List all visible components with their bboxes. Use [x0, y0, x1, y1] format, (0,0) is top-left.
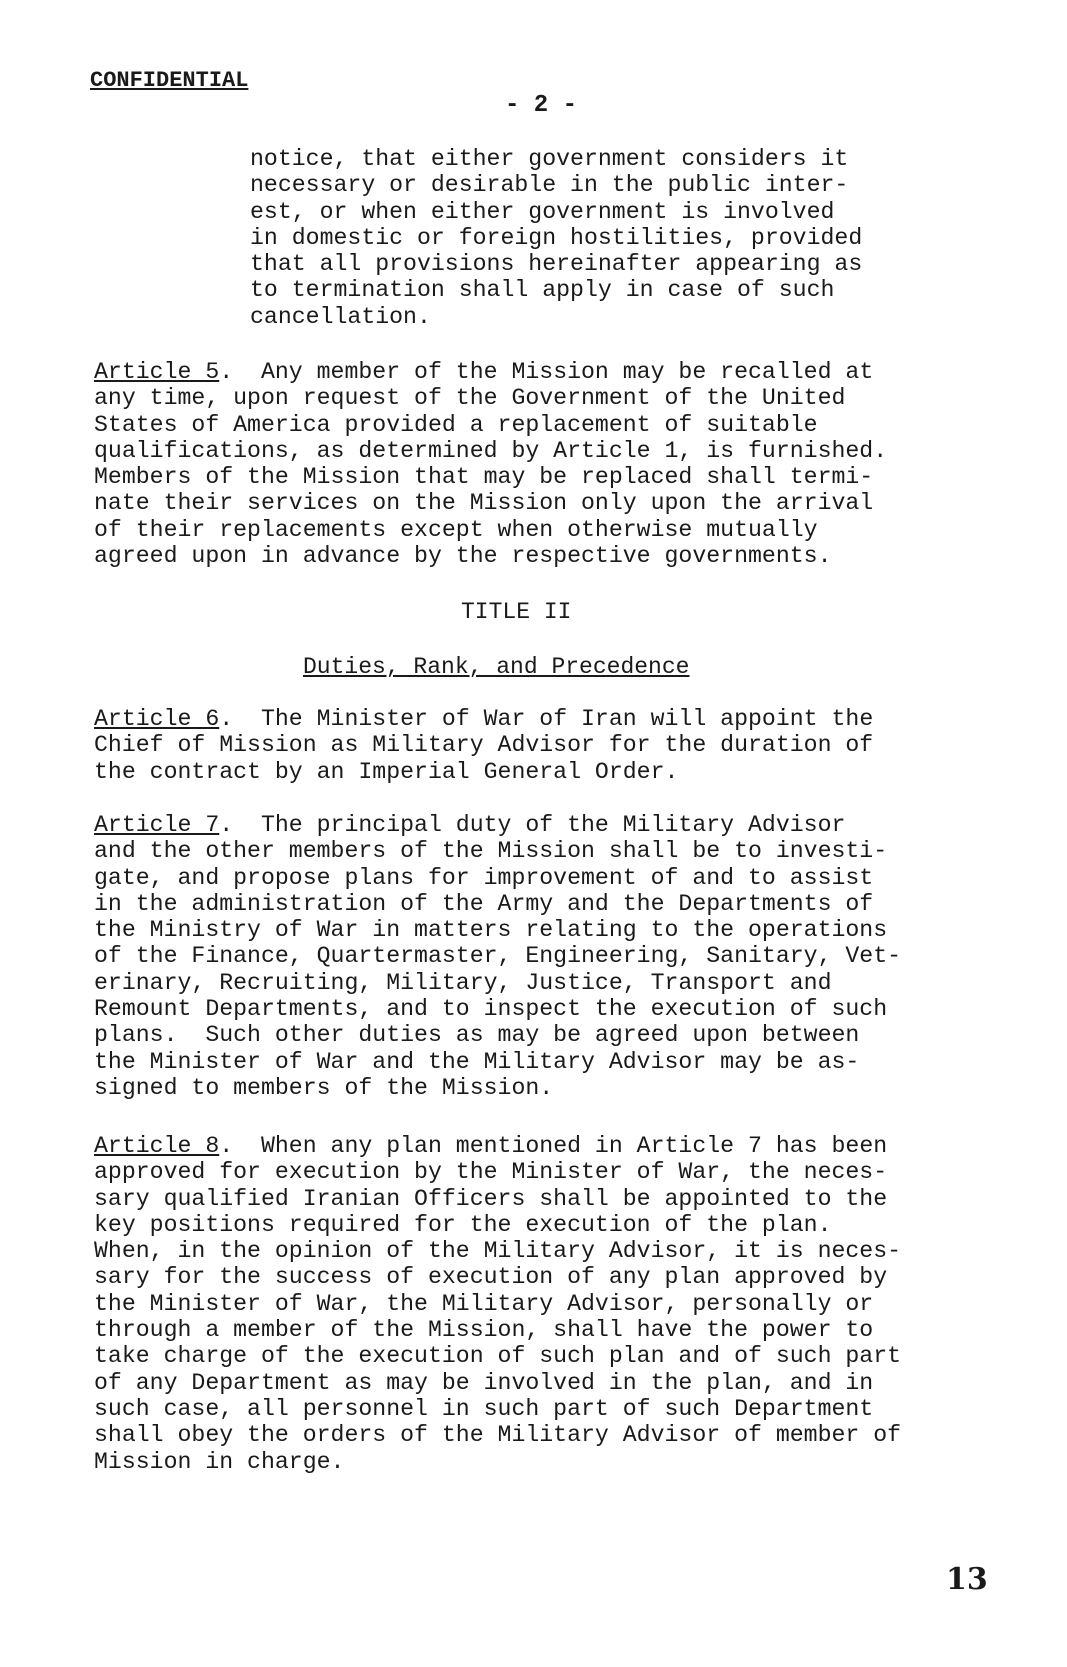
article-7-label: Article 7	[94, 812, 220, 838]
article-5-paragraph	[94, 359, 887, 569]
title-heading: TITLE II	[461, 599, 572, 625]
article-8-text: . When any plan mentioned in Article 7 has been approved for execution by the Minister of War, the neces- sary qualified Iranian Officers shall be appointed to the key positions required for the execution of the plan. When, in the opinion of the Military Advisor, it is neces- sary for the success of execution of any plan approved by the Minister of War, the Military Advisor, personally or through a member of the Mission, shall have the power to take charge of the execution of such plan and of such part of any Department as may be involved in the plan, and in such case, all personnel in such part of such Department shall obey the orders of the Military Advisor of member of Mission in charge.	[94, 1133, 902, 1475]
article-8-paragraph	[94, 1133, 901, 1475]
article-8-label: Article 8	[94, 1133, 220, 1159]
article-5-text: . Any member of the Mission may be recalled at any time, upon request of the Government of the United States of America provided a replacement of suitable qualifications, as determined by Article 1, is furnished. Members of the Mission that may be replaced shall termi- nate their services on the Mission only upon the arrival of their replacements except when otherwise mutually agreed upon in advance by the respective governments.	[94, 359, 888, 570]
page-marker: - 2 -	[505, 92, 578, 119]
article-7-text: . The principal duty of the Military Advisor and the other members of the Mission shall be to investi- gate, and propose plans for improvement of and to assist in the administration of the Army and the Departments of the Ministry of War in matters relating to the operations of the Finance, Quartermaster, Engineering, Sanitary, Vet- erinary, Recruiting, Military, Justice, Transport and Remount Departments, and to inspect the execution of such plans. Such other duties as may be agreed upon between the Minister of War and the Military Advisor may be as- signed to members of the Mission.	[94, 812, 902, 1101]
section-subheading: Duties, Rank, and Precedence	[303, 654, 690, 680]
article-6-text: . The Minister of War of Iran will appoint the Chief of Mission as Military Advisor for the duration of the contract by an Imperial General Order.	[94, 706, 874, 785]
page-number: 13	[946, 1562, 988, 1597]
article-5-label: Article 5	[94, 359, 220, 385]
classification-marking: CONFIDENTIAL	[90, 68, 249, 93]
article-6-paragraph	[94, 706, 873, 785]
article-6-label: Article 6	[94, 706, 220, 732]
article-7-paragraph	[94, 812, 901, 1101]
continuation-paragraph: notice, that either government considers it necessary or desirable in the public inter- est, or when either government is involved in domestic or foreign hostilities, provided that all provisions hereinafter appearing as to termination shall apply in case of such cancellation.	[250, 146, 863, 330]
